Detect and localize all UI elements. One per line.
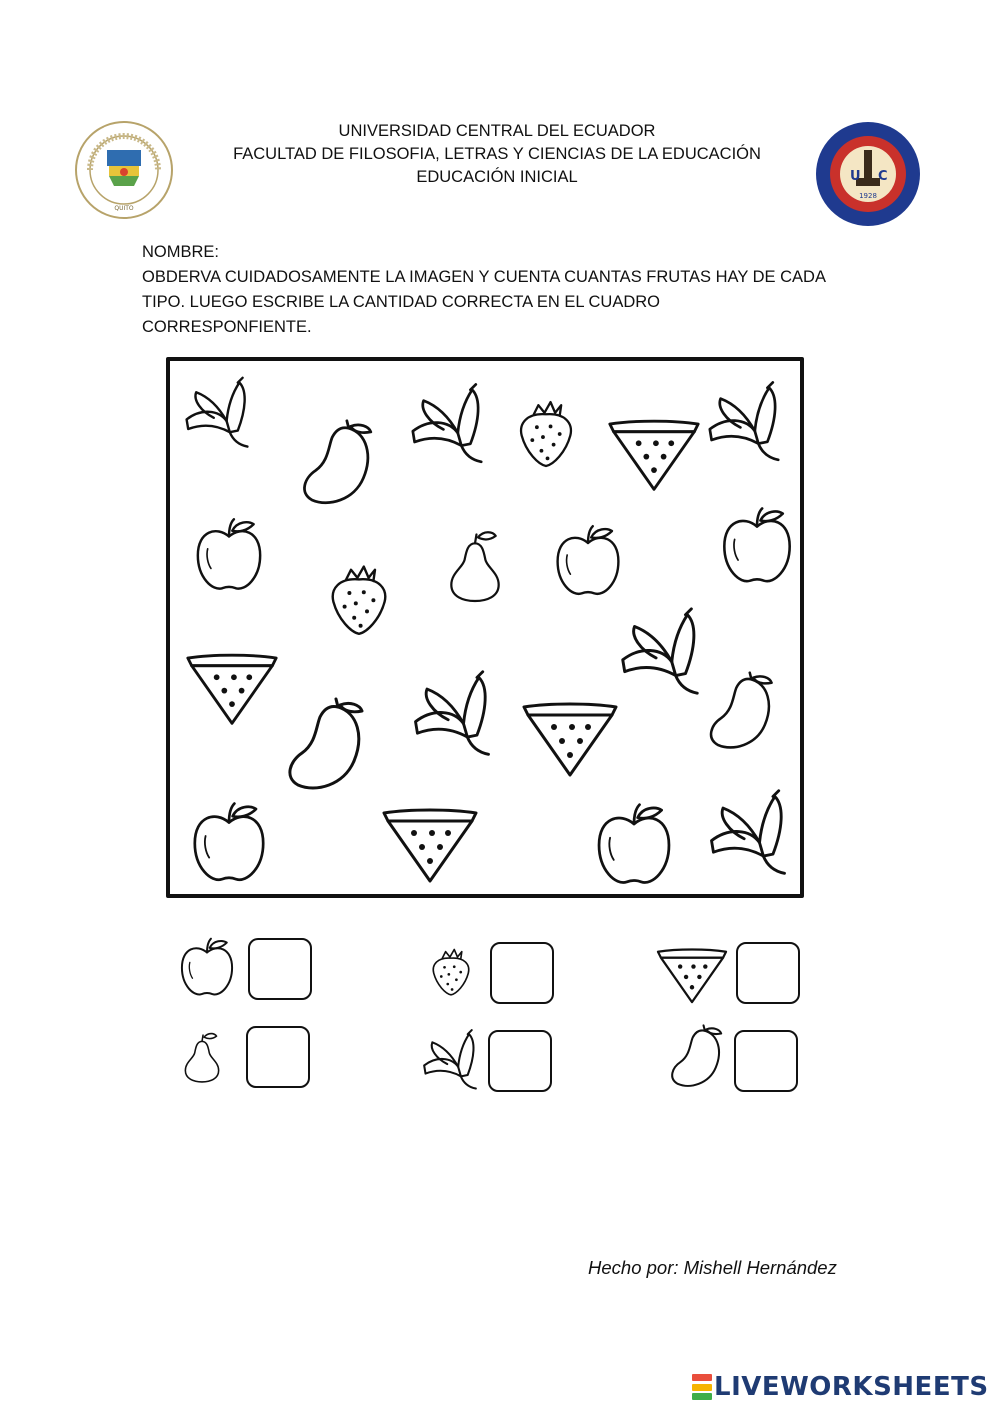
- strawberry-count-box[interactable]: [490, 942, 554, 1004]
- banana-count-box[interactable]: [488, 1030, 552, 1092]
- pear-icon: [176, 1022, 228, 1094]
- mango-icon: [660, 1024, 728, 1092]
- banana-icon: [610, 603, 710, 701]
- watermelon-icon: [184, 633, 280, 733]
- banana-icon: [404, 665, 500, 763]
- header-faculty: FACULTAD DE FILOSOFIA, LETRAS Y CIENCIAS DE LA EDUCACIÓN: [233, 145, 761, 163]
- watermelon-icon: [604, 401, 704, 497]
- seal-year-text: 1928: [859, 192, 877, 200]
- brand-name: LIVEWORKSHEETS: [714, 1372, 989, 1402]
- mango-icon: [270, 697, 374, 797]
- apple-icon: [714, 501, 800, 595]
- banana-icon: [176, 373, 258, 453]
- apple-icon: [540, 523, 636, 603]
- watermelon-count-box[interactable]: [736, 942, 800, 1004]
- svg-text:U: U: [850, 169, 861, 184]
- apple-icon: [184, 797, 274, 893]
- banana-icon: [412, 1026, 488, 1094]
- header-program: EDUCACIÓN INICIAL: [416, 168, 578, 186]
- header-university: UNIVERSIDAD CENTRAL DEL ECUADOR: [338, 122, 656, 140]
- apple-icon: [174, 934, 240, 1004]
- name-label: NOMBRE:: [142, 243, 220, 261]
- pear-count-box[interactable]: [246, 1026, 310, 1088]
- apple-count-box[interactable]: [248, 938, 312, 1000]
- watermelon-icon: [380, 789, 480, 889]
- banana-icon: [698, 377, 790, 467]
- instructions-text: OBDERVA CUIDADOSAMENTE LA IMAGEN Y CUENTA CUANTAS FRUTAS HAY DE CADA TIPO. LUEGO ESCRIBE LA CANTIDAD CORRECTA EN EL CUADRO CORRESPONFIENTE.: [142, 268, 826, 336]
- mango-icon: [288, 417, 380, 513]
- faculty-seal-logo: [814, 120, 922, 228]
- author-signature: Hecho por: Mishell Hernández: [588, 1257, 837, 1278]
- apple-icon: [588, 797, 680, 897]
- pear-icon: [438, 511, 512, 623]
- strawberry-icon: [508, 375, 584, 487]
- liveworksheets-brand: [692, 1372, 989, 1402]
- liveworksheets-logo-icon: [692, 1374, 712, 1400]
- seal-city-text: QUITO: [114, 205, 134, 212]
- strawberry-icon: [424, 934, 478, 1006]
- instructions-block: [142, 240, 832, 340]
- watermelon-icon: [654, 934, 730, 1008]
- strawberry-icon: [304, 557, 414, 637]
- mango-count-box[interactable]: [734, 1030, 798, 1092]
- watermelon-icon: [520, 681, 620, 785]
- banana-icon: [402, 379, 492, 469]
- fruit-counting-frame: [166, 357, 804, 898]
- mango-icon: [696, 661, 780, 765]
- apple-icon: [188, 511, 270, 603]
- banana-icon: [700, 785, 796, 881]
- svg-text:C: C: [878, 169, 888, 184]
